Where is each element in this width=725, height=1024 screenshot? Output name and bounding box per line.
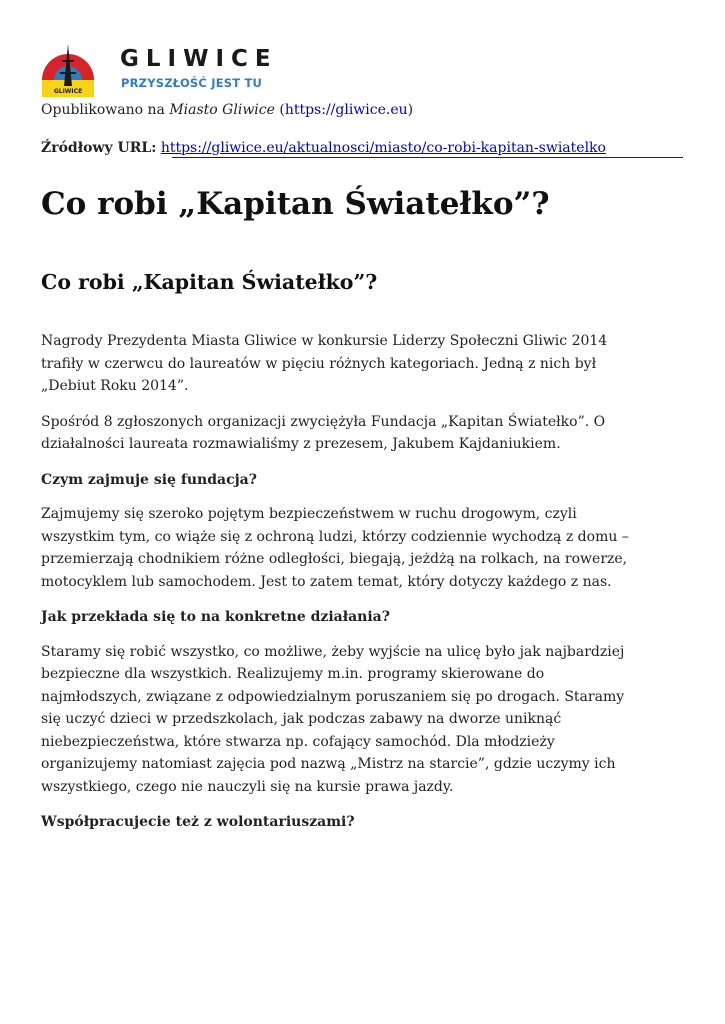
logo-badge-text: GLIWICE (53, 88, 83, 95)
text-line: motocyklem lub samochodem. Jest to zatem temat, który dotyczy każdego z nas. (41, 573, 612, 590)
question-heading (41, 811, 686, 834)
source-link[interactable]: https://gliwice.eu/aktualnosci/miasto/co-robi-kapitan-swiatelko (160, 140, 606, 156)
paragraph (41, 503, 686, 593)
source-label: Źródłowy URL: (41, 140, 157, 156)
text-line: przemierzają chodnikiem różne odległości, biegają, jeżdżą na rolkach, na rowerze, (41, 551, 628, 567)
paragraph (41, 411, 686, 456)
paragraph (41, 641, 686, 799)
logo-name: GLIWICE (120, 46, 278, 72)
question-heading (41, 469, 686, 492)
text-line: Nagrody Prezydenta Miasta Gliwice w konkursie Liderzy Społeczni Gliwic 2014 (41, 333, 608, 349)
article-body (41, 330, 686, 846)
text-line: Czym zajmuje się fundacja? (41, 471, 257, 488)
text-line: organizujemy natomiast zajęcia pod nazwą „Mistrz na starcie”, gdzie uczymy ich (41, 756, 616, 772)
text-line: Jak przekłada się to na konkretne działania? (41, 609, 390, 625)
text-line: Staramy się robić wszystko, co możliwe, żeby wyjście na ulicę było jak najbardziej (41, 643, 625, 660)
logo-tagline: PRZYSZŁOŚĆ JEST TU (121, 76, 263, 90)
page-title: Co robi „Kapitan Światełko”? (41, 186, 550, 222)
text-line: się uczyć dzieci w przedszkolach, jak podczas zabawy na dworze uniknąć (41, 711, 562, 727)
text-line: Współpracujecie też z wolontariuszami? (41, 814, 355, 830)
text-line: bezpieczne dla wszystkich. Realizujemy m.in. programy skierowane do (41, 666, 545, 682)
text-line: „Debiut Roku 2014”. (41, 378, 189, 394)
paren-open: ( (274, 102, 285, 118)
article-subtitle: Co robi „Kapitan Światełko”? (41, 270, 378, 294)
published-line (41, 100, 413, 120)
paren-close: ) (407, 102, 414, 118)
site-name: Miasto Gliwice (169, 102, 275, 118)
text-line: działalności laureata rozmawialiśmy z prezesem, Jakubem Kajdaniukiem. (41, 436, 561, 452)
site-link[interactable]: https://gliwice.eu (284, 102, 408, 118)
text-line: trafiły w czerwcu do laureatów w pięciu różnych kategoriach. Jedną z nich był (41, 355, 597, 372)
radio-tower-logo-icon (40, 42, 100, 98)
gliwice-logo (40, 42, 280, 98)
text-line: wszystkiego, czego nie nauczyli się na kursie prawa jazdy. (41, 778, 454, 795)
source-divider (172, 157, 683, 158)
text-line: Spośród 8 zgłoszonych organizacji zwyciężyła Fundacja „Kapitan Światełko”. O (41, 413, 606, 430)
text-line: najmłodszych, związane z odpowiedzialnym poruszaniem się po drogach. Staramy (41, 688, 625, 705)
source-url-line (41, 138, 606, 158)
text-line: niebezpieczeństwa, które stwarza np. cofający samochód. Dla młodzieży (41, 733, 555, 750)
question-heading (41, 606, 686, 629)
published-prefix: Opublikowano na (41, 102, 170, 118)
text-line: wszystkim tym, co wiąże się z ochroną ludzi, którzy codziennie wychodzą z domu – (41, 528, 629, 545)
paragraph (41, 330, 686, 398)
text-line: Zajmujemy się szeroko pojętym bezpieczeństwem w ruchu drogowym, czyli (41, 506, 577, 522)
